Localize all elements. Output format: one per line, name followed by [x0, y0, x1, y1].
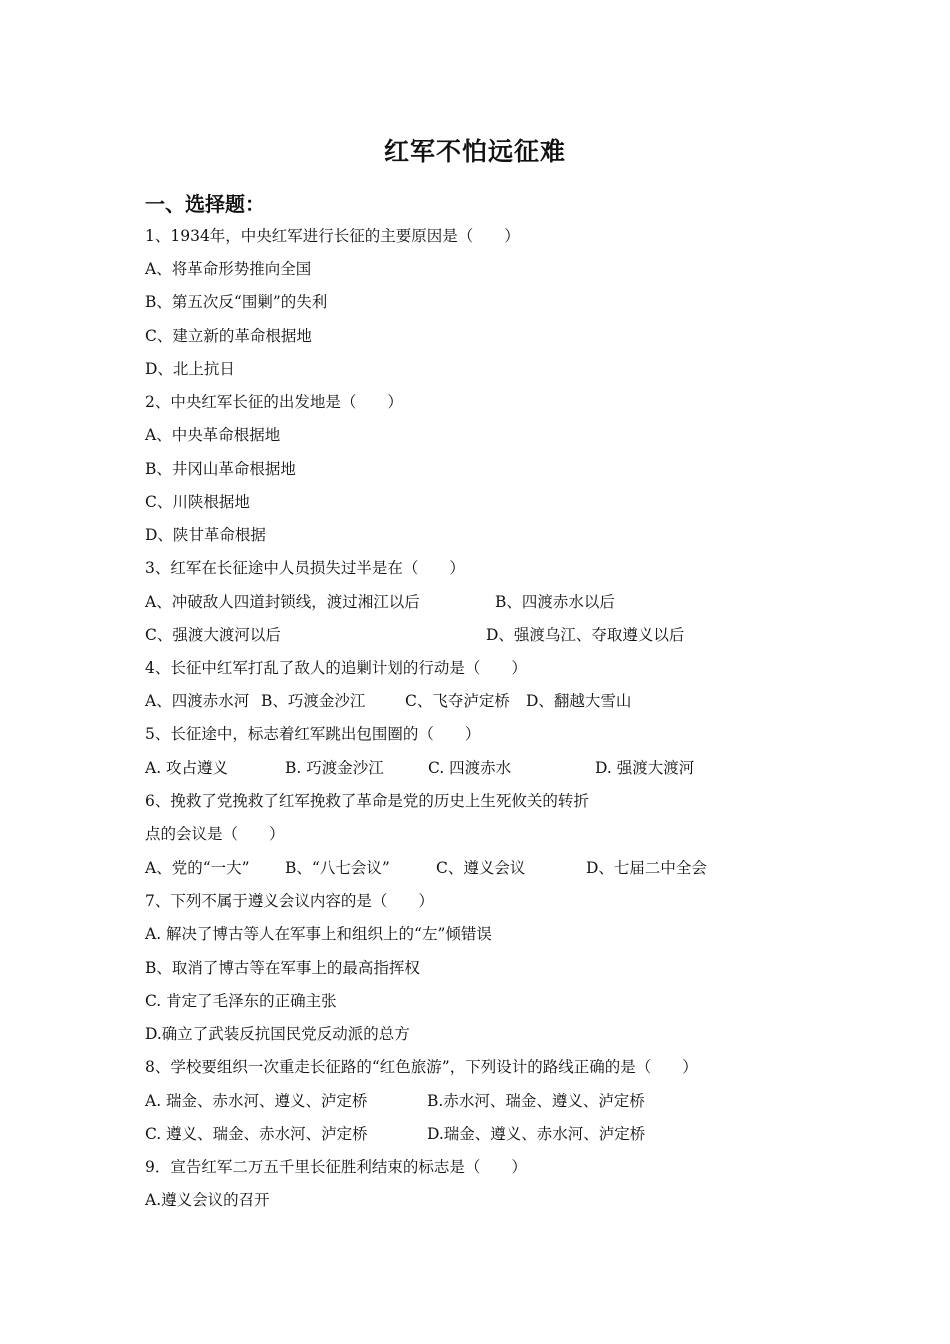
option-5d: D. 强渡大渡河 — [595, 759, 695, 777]
option-4a: A、四渡赤水河 — [145, 692, 250, 710]
options-8-row1 — [145, 1090, 805, 1112]
option-1d: D、北上抗日 — [145, 360, 235, 378]
option-2d: D、陕甘革命根据 — [145, 526, 266, 544]
option-5c: C. 四渡赤水 — [428, 759, 512, 777]
option-3d: D、强渡乌江、夺取遵义以后 — [486, 626, 685, 644]
option-8c: C. 遵义、瑞金、赤水河、泸定桥 — [145, 1125, 368, 1143]
question-7: 7、下列不属于遵义会议内容的是（ ） — [145, 892, 434, 910]
question-6-line2: 点的会议是（ ） — [145, 825, 285, 843]
option-4c: C、飞夺泸定桥 — [405, 692, 510, 710]
option-1a: A、将革命形势推向全国 — [145, 260, 312, 278]
option-4d: D、翻越大雪山 — [526, 692, 632, 710]
question-1: 1、1934年，中央红军进行长征的主要原因是（ ） — [145, 227, 520, 245]
options-3-row1 — [145, 591, 805, 613]
option-2c: C、川陕根据地 — [145, 493, 250, 511]
question-4: 4、长征中红军打乱了敌人的追剿计划的行动是（ ） — [145, 659, 527, 677]
options-8-row2 — [145, 1123, 805, 1145]
option-3c: C、强渡大渡河以后 — [145, 626, 281, 644]
option-1b: B、第五次反“围剿”的失利 — [145, 293, 328, 311]
option-5a: A. 攻占遵义 — [145, 759, 229, 777]
options-6 — [145, 857, 805, 879]
option-6d: D、七届二中全会 — [586, 859, 707, 877]
option-7a: A. 解决了博古等人在军事上和组织上的“左”倾错误 — [145, 925, 492, 943]
option-5b: B. 巧渡金沙江 — [285, 759, 384, 777]
option-7b: B、取消了博古等在军事上的最高指挥权 — [145, 959, 420, 977]
option-2a: A、中央革命根据地 — [145, 426, 281, 444]
question-9: 9．宣告红军二万五千里长征胜利结束的标志是（ ） — [145, 1158, 527, 1176]
question-6-line1: 6、挽救了党挽救了红军挽救了革命是党的历史上生死攸关的转折 — [145, 792, 589, 810]
question-3: 3、红军在长征途中人员损失过半是在（ ） — [145, 559, 465, 577]
option-7d: D.确立了武装反抗国民党反动派的总方 — [145, 1025, 410, 1043]
option-2b: B、井冈山革命根据地 — [145, 460, 296, 478]
option-7c: C. 肯定了毛泽东的正确主张 — [145, 992, 337, 1010]
option-6b: B、“八七会议” — [285, 859, 390, 877]
option-6c: C、遵义会议 — [436, 859, 526, 877]
section-heading: 一、选择题： — [145, 192, 265, 216]
question-5: 5、长征途中，标志着红军跳出包围圈的（ ） — [145, 725, 481, 743]
option-9a: A.遵义会议的召开 — [145, 1191, 270, 1209]
option-4b: B、巧渡金沙江 — [261, 692, 366, 710]
question-8: 8、学校要组织一次重走长征路的“红色旅游”，下列设计的路线正确的是（ ） — [145, 1058, 698, 1076]
option-8a: A. 瑞金、赤水河、遵义、泸定桥 — [145, 1092, 368, 1110]
option-3a: A、冲破敌人四道封锁线，渡过湘江以后 — [145, 593, 420, 611]
options-3-row2 — [145, 624, 805, 646]
option-8b: B.赤水河、瑞金、遵义、泸定桥 — [427, 1092, 645, 1110]
option-8d: D.瑞金、遵义、赤水河、泸定桥 — [427, 1125, 646, 1143]
option-1c: C、建立新的革命根据地 — [145, 327, 312, 345]
options-4 — [145, 690, 805, 712]
option-3b: B、四渡赤水以后 — [495, 593, 615, 611]
option-6a: A、党的“一大” — [145, 859, 250, 877]
document-title: 红军不怕远征难 — [383, 137, 566, 166]
question-2: 2、中央红军长征的出发地是（ ） — [145, 393, 403, 411]
options-5 — [145, 757, 805, 779]
